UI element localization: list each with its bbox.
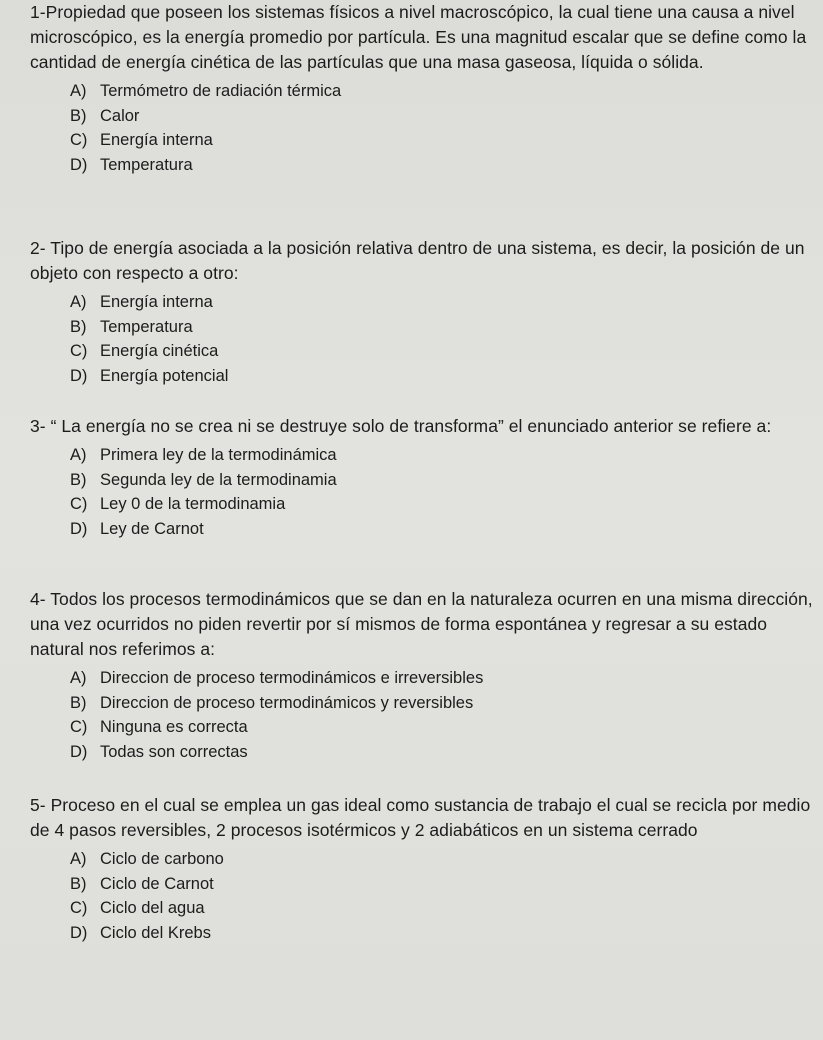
question-5-option-a[interactable] [70,847,816,872]
question-4-option-b[interactable] [70,691,816,716]
option-letter: D) [70,923,88,942]
option-letter: B) [70,874,87,893]
question-4-options [30,666,816,764]
question-3-option-a[interactable] [70,443,816,468]
option-letter: A) [70,82,87,100]
option-text: Ciclo de carbono [100,850,224,868]
question-3-options [30,443,816,541]
option-text: Energía cinética [100,342,219,360]
question-1-text: 1-Propiedad que poseen los sistemas físicos a nivel macroscópico, la cual tiene una causa a nivel microscópico, es la energía promedio por partícula. Es una magnitud escalar que se define como la cantidad de energía cinética de las partículas que una masa gaseosa, líquida o sólida. [30,2,807,72]
question-3-text: 3- “ La energía no se crea ni se destruye solo de transforma” el enunciado anterior se refiere a: [30,416,772,436]
option-letter: B) [70,693,87,712]
question-5-option-b[interactable] [70,872,816,897]
option-text: Ley 0 de la termodinamia [100,495,286,513]
option-text: Direccion de proceso termodinámicos e irreversibles [100,669,484,687]
option-letter: B) [70,106,87,125]
question-4 [30,587,816,764]
option-text: Energía interna [100,293,213,311]
option-text: Energía potencial [100,366,229,385]
option-letter: B) [70,317,87,336]
option-letter: B) [70,470,87,489]
option-letter: A) [70,850,87,868]
question-5-option-c[interactable] [70,896,816,921]
option-text: Ninguna es correcta [100,718,248,736]
option-text: Ciclo del agua [100,899,205,917]
question-4-option-a[interactable] [70,666,816,691]
question-3-option-d[interactable] [70,517,816,542]
option-text: Ley de Carnot [100,519,204,538]
question-2-option-a[interactable] [70,290,816,315]
option-letter: C) [70,718,88,736]
option-text: Calor [100,106,140,125]
question-4-option-c[interactable] [70,715,816,740]
option-text: Temperatura [100,317,193,336]
question-2 [30,236,816,388]
question-1-options [30,79,816,177]
option-text: Energía interna [100,131,213,149]
option-text: Ciclo del Krebs [100,923,211,942]
question-3-option-b[interactable] [70,468,816,493]
option-text: Direccion de proceso termodinámicos y reversibles [100,693,474,712]
option-text: Temperatura [100,155,193,174]
option-letter: D) [70,742,88,761]
question-1-option-b[interactable] [70,104,816,129]
question-2-text: 2- Tipo de energía asociada a la posición relativa dentro de una sistema, es decir, la posición de un objeto con respecto a otro: [30,238,805,283]
option-text: Todas son correctas [100,742,248,761]
option-letter: C) [70,342,88,360]
option-text: Ciclo de Carnot [100,874,214,893]
option-letter: D) [70,519,88,538]
option-letter: D) [70,366,88,385]
question-3-option-c[interactable] [70,492,816,517]
question-5-text: 5- Proceso en el cual se emplea un gas ideal como sustancia de trabajo el cual se recicla por medio de 4 pasos reversibles, 2 procesos isotérmicos y 2 adiabáticos en un sistema cerrado [30,795,811,840]
question-5-options [30,847,816,945]
question-5-option-d[interactable] [70,921,816,946]
question-1-option-d[interactable] [70,153,816,178]
option-letter: C) [70,899,88,917]
question-2-options [30,290,816,388]
option-letter: C) [70,131,88,149]
option-text: Termómetro de radiación térmica [100,82,342,100]
question-1-option-c[interactable] [70,128,816,153]
question-5 [30,793,816,945]
question-1-option-a[interactable] [70,79,816,104]
option-letter: D) [70,155,88,174]
option-text: Segunda ley de la termodinamia [100,470,337,489]
question-4-text: 4- Todos los procesos termodinámicos que se dan en la naturaleza ocurren en una misma dirección, una vez ocurridos no piden revertir por sí mismos de forma espontánea y regresar a su estado natural nos referimos a: [30,589,813,659]
option-letter: C) [70,495,88,513]
question-2-option-b[interactable] [70,315,816,340]
question-2-option-c[interactable] [70,339,816,364]
option-text: Primera ley de la termodinámica [100,446,337,464]
option-letter: A) [70,446,87,464]
option-letter: A) [70,293,87,311]
question-1 [30,0,816,177]
question-3 [30,414,816,541]
option-letter: A) [70,669,87,687]
question-2-option-d[interactable] [70,364,816,389]
question-4-option-d[interactable] [70,740,816,765]
